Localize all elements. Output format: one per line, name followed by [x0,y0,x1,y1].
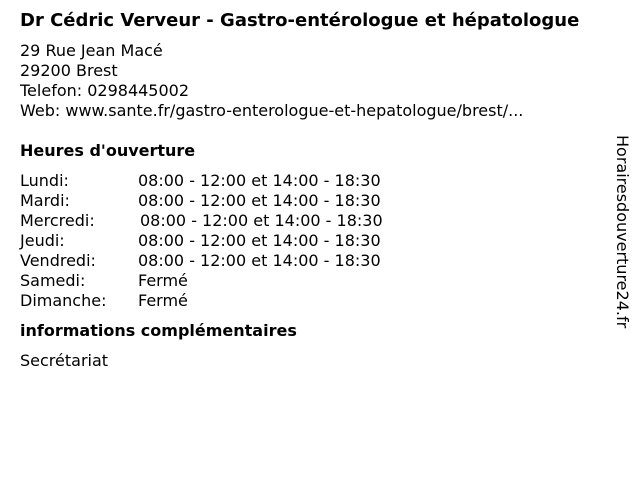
day-label: Mardi: [20,191,70,210]
phone-number: Telefon: 0298445002 [20,81,190,100]
day-label: Mercredi: [20,211,95,230]
day-hours: 08:00 - 12:00 et 14:00 - 18:30 [138,191,381,210]
day-hours: 08:00 - 12:00 et 14:00 - 18:30 [138,231,381,250]
hours-row-sunday [20,291,605,311]
hours-row-tuesday [20,191,605,211]
day-hours: Fermé [138,291,188,310]
info-heading: informations complémentaires [20,321,297,340]
hours-row-monday [20,171,605,191]
day-label: Lundi: [20,171,69,190]
site-brand-watermark: Horairesdouverture24.fr [613,135,632,329]
day-label: Dimanche: [20,291,107,310]
day-label: Samedi: [20,271,86,290]
hours-row-friday [20,251,605,271]
hours-row-wednesday [20,211,605,231]
listing-card [20,10,605,371]
page-title: Dr Cédric Verveur - Gastro-entérologue et hépatologue [20,10,580,31]
day-label: Vendredi: [20,251,96,270]
day-label: Jeudi: [20,231,65,250]
hours-table [20,171,605,311]
day-hours: Fermé [138,271,188,290]
day-hours: 08:00 - 12:00 et 14:00 - 18:30 [138,171,381,190]
street-address: 29 Rue Jean Macé [20,41,163,60]
hours-heading: Heures d'ouverture [20,141,196,160]
city-postal: 29200 Brest [20,61,118,80]
info-text: Secrétariat [20,351,109,370]
day-hours: 08:00 - 12:00 et 14:00 - 18:30 [138,251,381,270]
address-block [20,41,605,121]
day-hours: 08:00 - 12:00 et 14:00 - 18:30 [140,211,383,230]
hours-row-saturday [20,271,605,291]
website-link[interactable]: Web: www.sante.fr/gastro-enterologue-et-hepatologue/brest/... [20,101,524,120]
hours-row-thursday [20,231,605,251]
